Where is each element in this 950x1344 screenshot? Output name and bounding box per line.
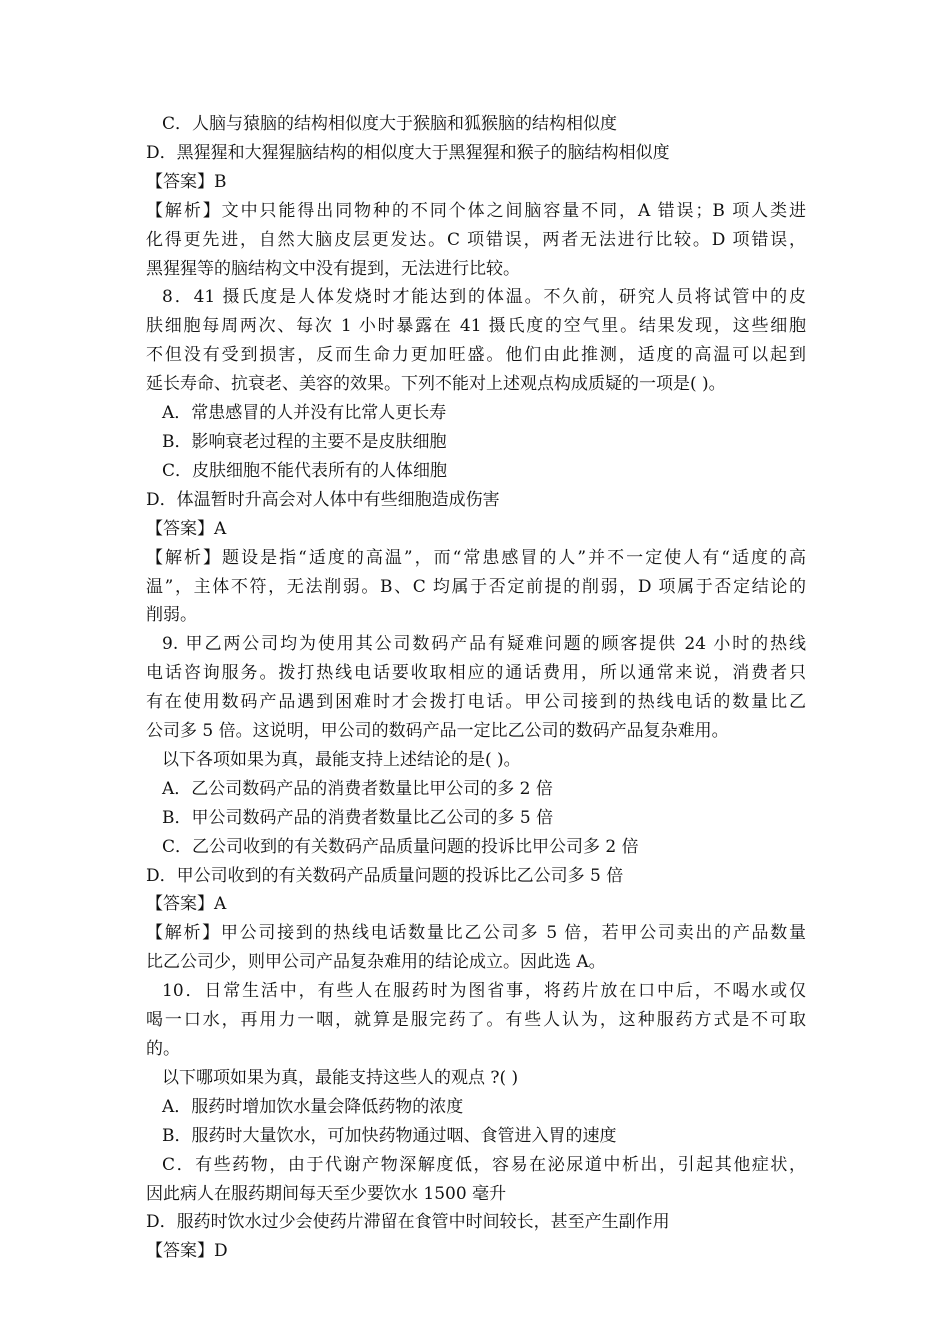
question-9-line4: 公司多 5 倍。这说明，甲公司的数码产品一定比乙公司的数码产品复杂难用。 xyxy=(146,721,729,742)
question-10-line1: 10．日常生活中，有些人在服药时为图省事，将药片放在口中后，不喝水或仅 xyxy=(162,981,806,1002)
option-c-q7: C．人脑与猿脑的结构相似度大于猴脑和狐猴脑的结构相似度 xyxy=(162,114,618,134)
option-d-q8: D．体温暂时升高会对人体中有些细胞造成伤害 xyxy=(146,489,500,510)
question-8-line3: 不但没有受到损害，反而生命力更加旺盛。他们由此推测，适度的高温可以起到 xyxy=(146,345,806,366)
answer-q7: 【答案】B xyxy=(146,171,227,192)
question-9-line3: 有在使用数码产品遇到困难时才会拨打电话。甲公司接到的热线电话的数量比乙 xyxy=(146,692,806,713)
question-10-prompt: 以下哪项如果为真，最能支持这些人的观点 ?( ) xyxy=(162,1067,519,1088)
option-d-q10: D．服药时饮水过少会使药片滞留在食管中时间较长，甚至产生副作用 xyxy=(146,1212,670,1233)
analysis-q8-line1: 【解析】题设是指“适度的高温”，而“常患感冒的人”并不一定使人有“适度的高 xyxy=(146,547,807,568)
option-d-q7: D．黑猩猩和大猩猩脑结构的相似度大于黑猩猩和猴子的脑结构相似度 xyxy=(146,142,670,163)
option-c-q8: C．皮肤细胞不能代表所有的人体细胞 xyxy=(162,460,448,481)
option-c-q10-line1: C．有些药物，由于代谢产物深解度低，容易在泌尿道中析出，引起其他症状， xyxy=(162,1154,806,1175)
question-8-line4: 延长寿命、抗衰老、美容的效果。下列不能对上述观点构成质疑的一项是( )。 xyxy=(146,374,726,395)
question-9-line2: 电话咨询服务。拨打热线电话要收取相应的通话费用，所以通常来说，消费者只 xyxy=(146,663,806,684)
option-a-q9: A．乙公司数码产品的消费者数量比甲公司的多 2 倍 xyxy=(162,778,553,799)
analysis-q7-line2: 化得更先进，自然大脑皮层更发达。C 项错误，两者无法进行比较。D 项错误， xyxy=(146,229,806,250)
analysis-q8-line2: 温”，主体不符，无法削弱。B、C 均属于否定前提的削弱，D 项属于否定结论的 xyxy=(146,576,806,597)
analysis-q7-line1: 【解析】文中只能得出同物种的不同个体之间脑容量不同，A 错误；B 项人类进 xyxy=(146,200,806,221)
analysis-q9-line2: 比乙公司少，则甲公司产品复杂难用的结论成立。因此选 A。 xyxy=(146,952,606,973)
question-10-line2: 喝一口水，再用力一咽，就算是服完药了。有些人认为，这种服药方式是不可取 xyxy=(146,1010,806,1031)
option-c-q10-line2: 因此病人在服药期间每天至少要饮水 1500 毫升 xyxy=(146,1183,507,1204)
option-c-q9: C．乙公司收到的有关数码产品质量问题的投诉比甲公司多 2 倍 xyxy=(162,836,639,857)
option-b-q8: B．影响衰老过程的主要不是皮肤细胞 xyxy=(162,431,447,452)
option-d-q9: D．甲公司收到的有关数码产品质量问题的投诉比乙公司多 5 倍 xyxy=(146,865,624,886)
answer-q8: 【答案】A xyxy=(146,518,227,539)
option-b-q10: B．服药时大量饮水，可加快药物通过咽、食管进入胃的速度 xyxy=(162,1125,617,1146)
question-9-line1: 9. 甲乙两公司均为使用其公司数码产品有疑难问题的顾客提供 24 小时的热线 xyxy=(162,634,806,655)
question-9-prompt: 以下各项如果为真，最能支持上述结论的是( )。 xyxy=(162,749,521,770)
option-a-q8: A．常患感冒的人并没有比常人更长寿 xyxy=(162,403,447,424)
question-10-line3: 的。 xyxy=(146,1039,180,1059)
document-page xyxy=(146,110,806,1266)
question-8-line1: 8．41 摄氏度是人体发烧时才能达到的体温。不久前，研究人员将试管中的皮 xyxy=(162,287,806,308)
analysis-q7-line3: 黑猩猩等的脑结构文中没有提到，无法进行比较。 xyxy=(146,258,520,279)
analysis-q9-line1: 【解析】甲公司接到的热线电话数量比乙公司多 5 倍，若甲公司卖出的产品数量 xyxy=(146,923,806,944)
answer-q10: 【答案】D xyxy=(146,1241,228,1262)
answer-q9: 【答案】A xyxy=(146,894,227,915)
option-a-q10: A．服药时增加饮水量会降低药物的浓度 xyxy=(162,1096,464,1117)
question-8-line2: 肤细胞每周两次、每次 1 小时暴露在 41 摄氏度的空气里。结果发现，这些细胞 xyxy=(146,316,806,337)
analysis-q8-line3: 削弱。 xyxy=(146,605,197,626)
option-b-q9: B．甲公司数码产品的消费者数量比乙公司的多 5 倍 xyxy=(162,807,554,828)
